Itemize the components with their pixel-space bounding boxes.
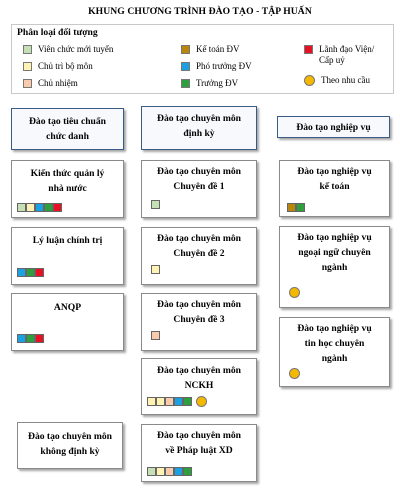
audience-square-cn (151, 331, 160, 340)
audience-square-ld (53, 203, 62, 212)
course-box-khong-dinh-ky (17, 422, 123, 469)
audience-markers (151, 331, 160, 340)
legend-item-lanh-dao-vien (304, 44, 374, 66)
legend-item-chu-tri-bo-mon (23, 61, 93, 72)
legend-item-vien-chuc-moi-tuyen (23, 44, 113, 55)
legend-label: Lãnh đạo Viện/ Cấp uỷ (319, 44, 375, 65)
legend-swatch (23, 62, 32, 71)
course-box-quan-ly-nha-nuoc (11, 160, 124, 218)
course-box-ly-luan-chinh-tri (11, 227, 124, 285)
legend (11, 24, 394, 94)
course-title: Đào tạo nghiệp vụ tin học chuyên ngành (297, 323, 372, 364)
audience-square-ctbm (147, 397, 156, 406)
circle-marker-icon (289, 287, 300, 298)
legend-swatch (181, 62, 190, 71)
legend-label: Viên chức mới tuyển (38, 44, 114, 54)
audience-square-vcm (151, 200, 160, 209)
legend-item-pho-truong-dv (181, 61, 252, 72)
legend-item-ke-toan-dv (181, 44, 240, 55)
course-box-ngoai-ngu (279, 226, 390, 308)
course-title: Đào tạo nghiệp vụ ngoại ngữ chuyên ngành (297, 232, 372, 273)
audience-square-pt (17, 334, 26, 343)
audience-square-ctbm (26, 203, 35, 212)
column-header-title: Đào tạo chuyên môn định kỳ (157, 113, 241, 139)
course-box-chuyen-de-3 (141, 293, 257, 351)
course-box-phap-luat-xd (141, 424, 257, 482)
audience-square-pt (17, 268, 26, 277)
course-box-anqp (11, 293, 124, 351)
audience-square-ctbm (156, 467, 165, 476)
audience-markers (147, 467, 192, 476)
audience-markers (147, 396, 207, 407)
audience-square-cn (165, 397, 174, 406)
legend-item-truong-dv (181, 78, 238, 89)
circle-marker-icon (196, 396, 207, 407)
circle-marker-icon (289, 368, 300, 379)
audience-square-pt (174, 467, 183, 476)
course-title: Kiến thức quản lý nhà nước (30, 168, 105, 194)
legend-label: Chủ trì bộ môn (38, 61, 93, 71)
course-title: Đào tạo chuyên môn Chuyên đề 3 (157, 299, 241, 325)
legend-heading: Phân loại đối tượng (17, 27, 98, 38)
audience-square-cn (165, 467, 174, 476)
course-title: Đào tạo chuyên môn về Pháp luật XD (157, 430, 241, 456)
audience-square-tdv (26, 268, 35, 277)
course-box-chuyen-de-1 (141, 160, 257, 218)
legend-swatch (23, 45, 32, 54)
column-header-tieu-chuan-chuc-danh (11, 108, 124, 150)
audience-square-pt (174, 397, 183, 406)
audience-square-vcm (17, 203, 26, 212)
audience-square-tdv (44, 203, 53, 212)
legend-item-theo-nhu-cau (304, 75, 370, 86)
legend-swatch (304, 45, 313, 54)
audience-square-tdv (296, 203, 305, 212)
audience-square-vcm (147, 467, 156, 476)
column-header-nghiep-vu (277, 116, 390, 138)
legend-label: Phó trưởng ĐV (196, 61, 252, 71)
legend-swatch (181, 45, 190, 54)
audience-square-ctbm (156, 397, 165, 406)
audience-square-ctbm (151, 265, 160, 274)
course-title: Đào tạo chuyên môn Chuyên đề 1 (157, 166, 241, 192)
legend-swatch (181, 79, 190, 88)
audience-markers (17, 334, 44, 343)
audience-square-kt (287, 203, 296, 212)
legend-label: Theo nhu cầu (321, 75, 370, 85)
course-title: Đào tạo chuyên môn Chuyên đề 2 (157, 233, 241, 259)
course-box-tin-hoc (279, 317, 390, 387)
course-box-nckh (141, 358, 257, 415)
audience-square-ld (35, 334, 44, 343)
course-box-chuyen-de-2 (141, 227, 257, 285)
course-box-ke-toan (279, 160, 390, 217)
diagram-title: KHUNG CHƯƠNG TRÌNH ĐÀO TẠO - TẬP HUẤN (88, 6, 312, 17)
audience-markers (17, 203, 62, 212)
audience-square-tdv (183, 397, 192, 406)
audience-square-tdv (26, 334, 35, 343)
legend-label: Chủ nhiệm (38, 78, 78, 88)
audience-markers (17, 268, 44, 277)
column-header-chuyen-mon-dinh-ky (141, 106, 257, 150)
audience-square-tdv (183, 467, 192, 476)
course-title: Đào tạo nghiệp vụ kế toán (297, 166, 372, 192)
column-header-title: Đào tạo nghiệp vụ (296, 122, 371, 133)
audience-markers (151, 200, 160, 209)
audience-markers (287, 203, 305, 212)
legend-item-chu-nhiem (23, 78, 78, 89)
course-title: Đào tạo chuyên môn NCKH (157, 365, 241, 391)
audience-markers (151, 265, 160, 274)
course-title: Lý luận chính trị (32, 235, 103, 246)
audience-markers (285, 287, 300, 298)
legend-label: Trưởng ĐV (196, 78, 239, 88)
course-title: Đào tạo chuyên môn không định kỳ (28, 431, 112, 457)
audience-square-ld (35, 268, 44, 277)
audience-markers (285, 368, 300, 379)
column-header-title: Đào tạo tiêu chuẩn chức danh (28, 116, 107, 142)
audience-square-pt (35, 203, 44, 212)
legend-swatch (23, 79, 32, 88)
circle-marker-icon (304, 75, 315, 86)
course-title: ANQP (53, 302, 82, 313)
legend-label: Kế toán ĐV (196, 44, 240, 54)
